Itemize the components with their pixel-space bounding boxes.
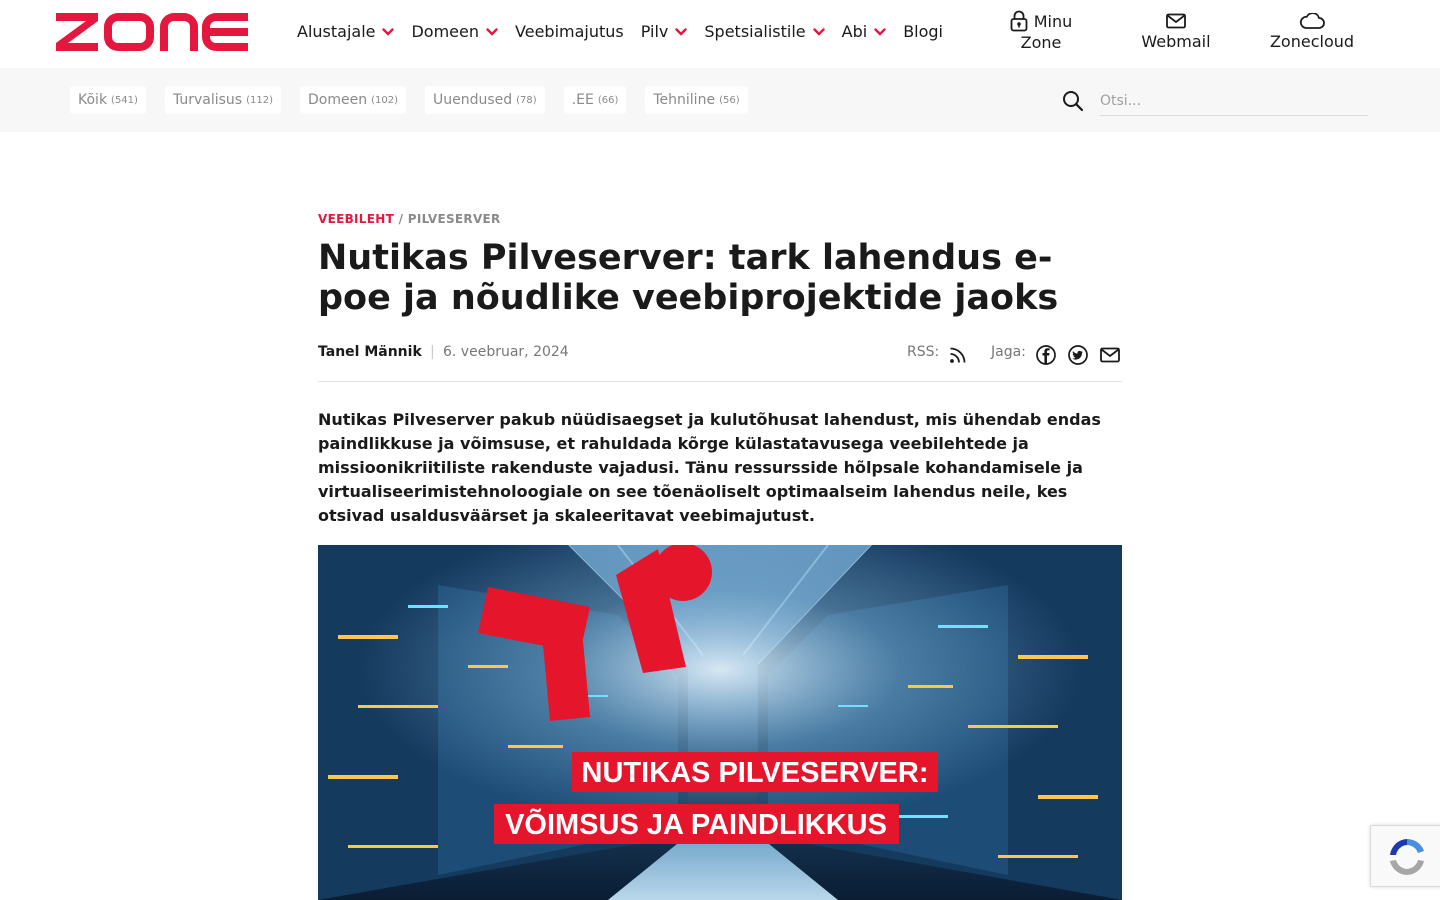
category-link[interactable]: VEEBILEHT	[318, 212, 395, 226]
rss-icon[interactable]	[949, 346, 967, 364]
nav-item-alustajale[interactable]	[297, 22, 394, 41]
minu-label: Minu	[1033, 11, 1073, 31]
chip-count: (66)	[597, 94, 619, 106]
nav-item-label: Spetsialistile	[704, 22, 806, 41]
hero-image	[318, 545, 1122, 900]
chip-label: Kõik	[78, 92, 108, 108]
nav-item-label: Veebimajutus	[515, 22, 624, 41]
chip-label: Turvalisus	[172, 92, 243, 108]
subcategory-link[interactable]: PILVESERVER	[407, 212, 501, 226]
chip-uuendused[interactable]	[425, 86, 545, 114]
main-nav	[297, 22, 960, 41]
nav-item-veebimajutus[interactable]	[515, 22, 624, 41]
rss-label: RSS:	[907, 344, 940, 360]
nav-item-domeen[interactable]	[411, 22, 498, 41]
chip-koik[interactable]	[70, 86, 146, 114]
webmail-label: Webmail	[1141, 32, 1211, 51]
author-name: Tanel Männik	[318, 344, 422, 360]
article-meta	[318, 342, 1122, 382]
twitter-icon[interactable]	[1068, 345, 1088, 365]
facebook-icon[interactable]	[1036, 345, 1056, 365]
chip-label: .EE	[571, 92, 594, 108]
article-title: Nutikas Pilveserver: tark lahendus e-poe ja nõudlike veebiprojektide jaoks	[318, 238, 1059, 318]
search-input[interactable]	[1100, 86, 1368, 116]
chip-ee[interactable]	[564, 86, 627, 114]
publish-date: 6. veebruar, 2024	[443, 344, 569, 360]
chevron-down-icon	[382, 28, 394, 36]
zonecloud-link[interactable]	[1266, 13, 1358, 51]
nav-item-spetsialistile[interactable]	[704, 22, 824, 41]
chevron-down-icon	[675, 28, 687, 36]
minu-zone-link[interactable]	[1006, 10, 1076, 52]
recaptcha-badge[interactable]	[1370, 825, 1440, 887]
envelope-icon	[1166, 13, 1186, 29]
nav-item-label: Alustajale	[297, 22, 376, 41]
chip-label: Uuendused	[432, 92, 513, 108]
hero-line-1: NUTIKAS PILVESERVER:	[581, 757, 929, 789]
cloud-icon	[1299, 13, 1325, 29]
chip-domeen[interactable]	[300, 86, 406, 114]
category-chips	[70, 86, 767, 114]
hero-line-2: VÕIMSUS JA PAINDLIKKUS	[505, 809, 887, 841]
chip-count: (102)	[371, 94, 398, 106]
nav-item-pilv[interactable]	[641, 22, 688, 41]
chip-count: (112)	[246, 94, 273, 106]
share-label: Jaga:	[991, 344, 1026, 360]
chip-count: (56)	[719, 94, 740, 106]
nav-item-abi[interactable]	[842, 22, 887, 41]
site-header	[0, 0, 1440, 68]
search-icon[interactable]	[1062, 90, 1084, 112]
email-share-icon[interactable]	[1100, 347, 1120, 363]
chevron-down-icon	[486, 28, 498, 36]
nav-item-label: Abi	[841, 22, 868, 41]
breadcrumb	[318, 212, 1122, 226]
zone-logo[interactable]	[56, 13, 248, 51]
nav-item-blogi[interactable]	[903, 22, 943, 41]
chevron-down-icon	[813, 28, 825, 36]
meta-divider: |	[430, 344, 435, 360]
zonecloud-label: Zonecloud	[1269, 32, 1355, 51]
lock-icon	[1010, 10, 1028, 32]
breadcrumb-separator: /	[398, 212, 404, 226]
chip-label: Tehniline	[653, 92, 716, 108]
webmail-link[interactable]	[1138, 13, 1214, 51]
chip-turvalisus[interactable]	[165, 86, 281, 114]
recaptcha-icon	[1384, 834, 1430, 880]
nav-item-label: Domeen	[411, 22, 480, 41]
chip-count: (541)	[111, 94, 138, 106]
zone-label: Zone	[1020, 33, 1062, 52]
nav-item-label: Pilv	[640, 22, 669, 41]
article-lead: Nutikas Pilveserver pakub nüüdisaegset ja kulutõhusat lahendust, mis ühendab endas paindlikkuse ja võimsuse, et rahuldada kõrge külastatavusega veebilehtede ja missioonikriitiliste rakenduste vajadusi. Tänu ressursside hõlpsale kohandamisele ja virtualiseerimistehnoloogiale on see tõenäoliselt optimaalseim lahendus neile, kes otsivad usaldusväärset ja skaleeritavat veebimajutust.	[318, 410, 1101, 525]
chevron-down-icon	[874, 28, 886, 36]
chip-tehniline[interactable]	[645, 86, 747, 114]
nav-item-label: Blogi	[903, 22, 943, 41]
article	[318, 212, 1122, 528]
chip-count: (78)	[516, 94, 537, 106]
chip-label: Domeen	[308, 92, 368, 108]
